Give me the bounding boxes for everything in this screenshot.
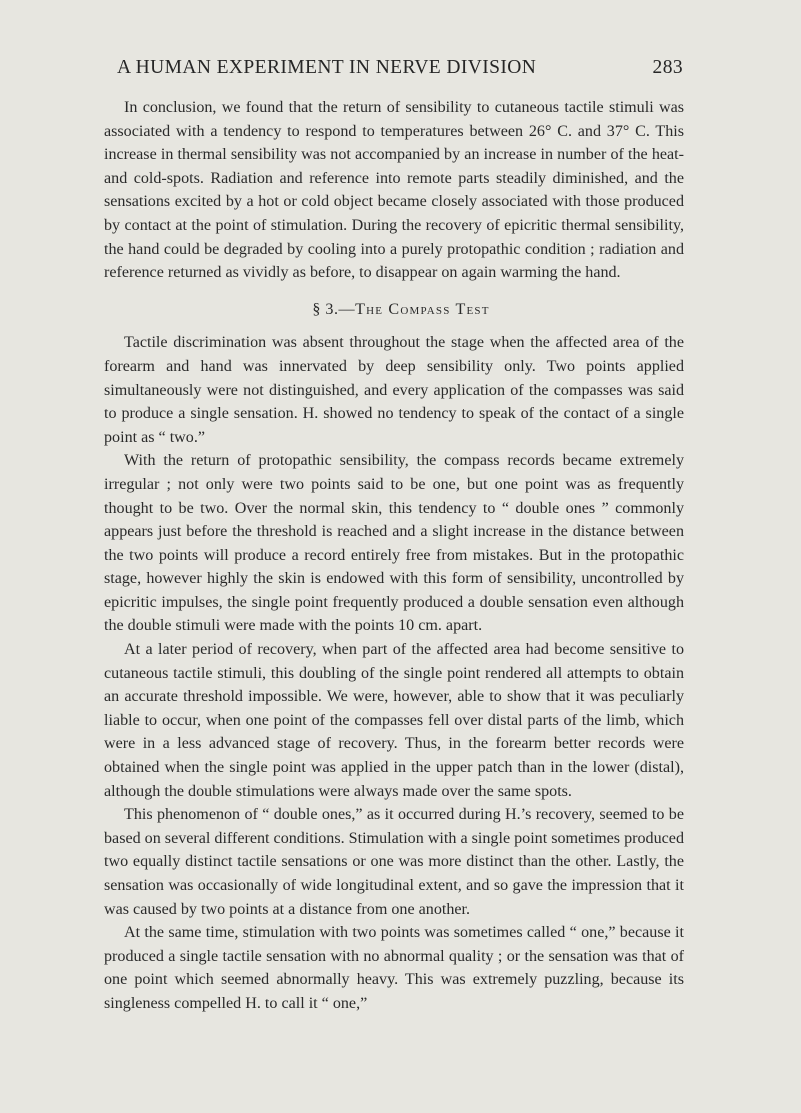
section-number: § 3.— (312, 300, 356, 318)
page-number: 283 (652, 57, 683, 78)
paragraph-tactile-discrimination: Tactile discrimination was absent throughout the stage when the affected area of the forearm and hand was innervated by deep sensibility only. Two points applied simultaneously were not distinguished, and every application of the compasses was said to produce a single sensation. H. showed no tendency to speak of the contact of a single point as “ two.” (104, 334, 684, 446)
paragraph-conclusion: In conclusion, we found that the return of sensibility to cutaneous tactile stimuli was associated with a tendency to respond to temperatures between 26° C. and 37° C. This increase in thermal sensibility was not accompanied by an increase in number of the heat- and cold-spots. Radiation and reference into remote parts steadily diminished, and the sensations excited by a hot or cold object became closely associated with those produced by contact at the point of stimulation. During the recovery of epicritic thermal sensibility, the hand could be degraded by cooling into a purely protopathic condition ; radiation and reference returned as vividly as before, to disappear on again warming the hand. (104, 99, 684, 282)
paragraph-protopathic-return: With the return of protopathic sensibility, the compass records became extremely irregular ; not only were two points said to be one, but one point was as frequently thought to be two. Over the normal skin, this tendency to “ double ones ” commonly appears just before the threshold is reached and a slight increase in the distance between the two points will produce a record entirely free from mistakes. But in the protopathic stage, however highly the skin is endowed with this form of sensibility, uncontrolled by epicritic impulses, the single point frequently produced a double sensation even although the double stimuli were made with the points 10 cm. apart. (104, 452, 684, 635)
running-head (117, 57, 683, 85)
section-title: The Compass Test (355, 300, 490, 318)
section-heading (104, 298, 684, 322)
paragraph-two-points-one: At the same time, stimulation with two points was sometimes called “ one,” because it produced a single tactile sensation with no abnormal quality ; or the sensation was that of one point which seemed abnormally heavy. This was extremely puzzling, because its singleness compelled H. to call it “ one,” (104, 924, 684, 1012)
body-text (104, 96, 684, 1016)
paragraph-later-recovery: At a later period of recovery, when part of the affected area had become sensitive to cutaneous tactile stimuli, this doubling of the single point rendered all attempts to obtain an accurate threshold impossible. We were, however, able to show that it was peculiarly liable to occur, when one point of the compasses fell over distal parts of the limb, which were in a less advanced stage of recovery. Thus, in the forearm better records were obtained when the single point was applied in the upper patch than in the lower (distal), although the double stimulations were always made over the same spots. (104, 641, 684, 800)
paragraph-double-ones: This phenomenon of “ double ones,” as it occurred during H.’s recovery, seemed to be based on several different conditions. Stimulation with a single point sometimes produced two equally distinct tactile sensations or one was more distinct than the other. Lastly, the sensation was occasionally of wide longitudinal extent, and so gave the impression that it was caused by two points at a distance from one another. (104, 806, 684, 918)
running-title: A HUMAN EXPERIMENT IN NERVE DIVISION (117, 57, 537, 78)
